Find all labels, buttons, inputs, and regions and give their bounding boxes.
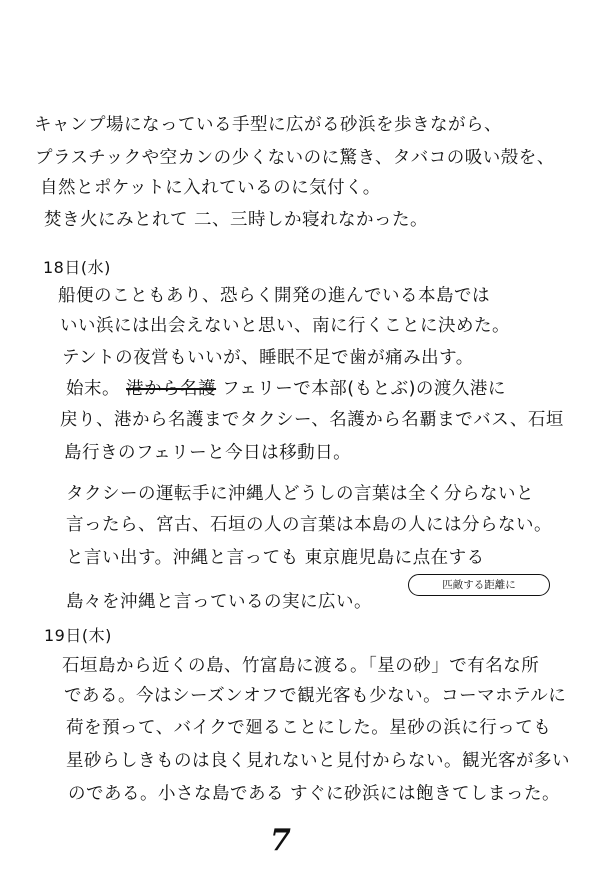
diary-line: キャンプ場になっている手型に広がる砂浜を歩きながら、 [34, 115, 502, 135]
diary-line: 焚き火にみとれて 二、三時しか寝れなかった。 [44, 210, 429, 230]
struck-out-text: 港から名護 [126, 379, 217, 399]
diary-line: いい浜には出会えないと思い、南に行くことに決めた。 [60, 316, 510, 336]
entry-date-18: 18日(水) [43, 258, 111, 277]
diary-line: と言い出す。沖縄と言っても 東京鹿児島に点在する [66, 548, 485, 568]
diary-line: 荷を預って、バイクで廻ることにした。星砂の浜に行っても [66, 718, 552, 738]
diary-line: 星砂らしきものは良く見れないと見付からない。観光客が多い [66, 751, 570, 771]
entry-date-19: 19日(木) [44, 626, 112, 645]
margin-note: 匹敵する距離に [408, 574, 550, 596]
diary-line: テントの夜営もいいが、睡眠不足で歯が痛み出す。 [62, 348, 474, 368]
diary-line: である。今はシーズンオフで観光客も少ない。コーマホテルに [64, 686, 567, 706]
diary-line: タクシーの運転手に沖縄人どうしの言葉は全く分らないと [66, 484, 534, 504]
diary-line: のである。小さな島である すぐに砂浜には飽きてしまった。 [68, 784, 561, 804]
diary-line: 自然とポケットに入れているのに気付く。 [40, 178, 381, 198]
page-number: 7 [270, 823, 291, 858]
diary-line-end: フェリーで本部(もとぶ)の渡久港に [222, 379, 506, 399]
diary-line: 船便のこともあり、恐らく開発の進んでいる本島では [58, 286, 490, 306]
diary-line: プラスチックや空カンの少くないのに驚き、タバコの吸い殻を、 [35, 148, 555, 168]
diary-line: 石垣島から近くの島、竹富島に渡る。「星の砂」で有名な所 [62, 656, 540, 676]
diary-line-start: 始末。 [66, 379, 120, 399]
diary-line [66, 381, 506, 399]
diary-line: 島行きのフェリーと今日は移動日。 [64, 443, 352, 463]
diary-line: 島々を沖縄と言っているの実に広い。 [66, 592, 372, 612]
diary-line: 戻り、港から名護までタクシー、名護から名覇までバス、石垣 [60, 410, 564, 430]
diary-line: 言ったら、宮古、石垣の人の言葉は本島の人には分らない。 [66, 515, 552, 535]
